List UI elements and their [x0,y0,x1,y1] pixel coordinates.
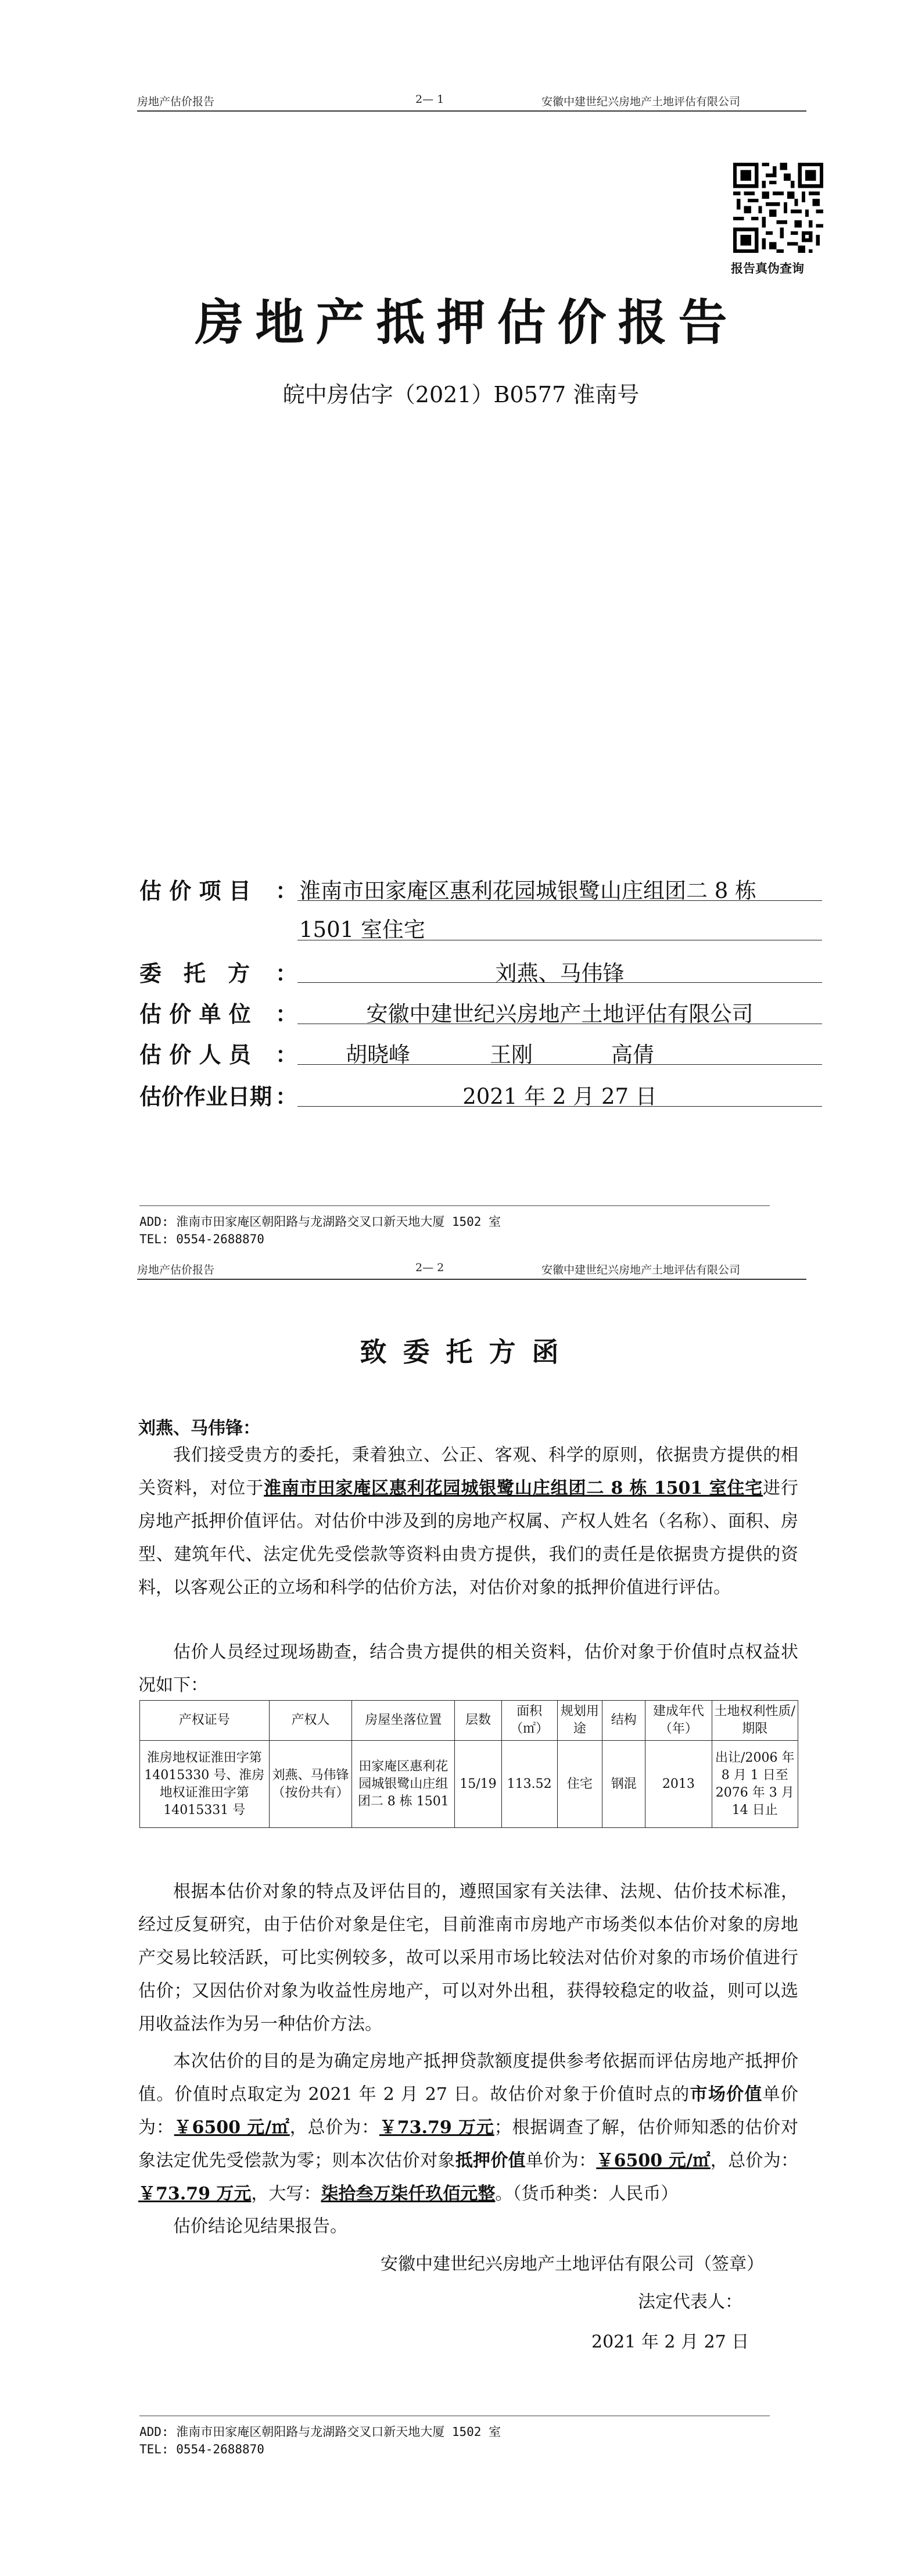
running-header-right: 安徽中建世纪兴房地产土地评估有限公司 [541,1264,741,1276]
footer-address: ADD: 淮南市田家庵区朝阳路与龙湖路交叉口新天地大厦 1502 室 [139,1215,501,1229]
table-header-cell: 产权证号 [140,1701,270,1741]
result-text: 。（货币种类：人民币） [495,2184,679,2204]
running-header-left: 房地产估价报告 [137,1264,215,1276]
date-underline [297,1106,822,1107]
project-colon: ： [275,878,298,904]
result-text: ，总价为： [710,2151,799,2171]
table-cell: 住宅 [557,1741,602,1828]
result-text: 单价为： [526,2151,597,2171]
page-number: 2— 2 [415,1261,444,1274]
footer-rule [139,1205,770,1206]
header-rule [137,1279,806,1280]
table-header-row [140,1701,798,1741]
table-cell: 2013 [645,1741,712,1828]
valuation-unit-label: 估 价 单 位 [139,1001,251,1027]
table-header-cell: 产权人 [269,1701,352,1741]
table-header-cell: 建成年代（年） [645,1701,712,1741]
table-cell: 113.52 [501,1741,557,1828]
table-header-cell: 土地权利性质/期限 [712,1701,798,1741]
report-title: 房地产抵押估价报告 [195,294,739,351]
valuers-underline [297,1064,822,1065]
para1-text-a: 我们接受贵方的委托，秉着独立、公正、客观、科学的原则，依据贵方提供的相关资料，对位于 [138,1445,798,1498]
result-text: ，总价为： [289,2117,379,2138]
client-underline [297,982,822,983]
paragraph-conclusion: 估价结论见结果报告。 [173,2216,347,2237]
footer-tel: TEL: 0554-2688870 [139,2442,264,2456]
mortgage-total-price: ￥73.79 万元 [138,2184,252,2204]
unit-colon: ： [275,1001,298,1027]
letter-title: 致 委 托 方 函 [360,1336,562,1368]
client-colon: ： [275,960,298,986]
market-unit-price: ￥6500 元/㎡ [174,2117,290,2138]
valuation-unit-value: 安徽中建世纪兴房地产土地评估有限公司 [366,1001,754,1026]
signing-date: 2021 年 2 月 27 日 [591,2332,749,2352]
valuer-name-1: 胡晓峰 [346,1042,410,1067]
result-text: 单价为： [138,2084,799,2138]
project-label: 估 价 项 目 [139,878,251,904]
paragraph-valuation-result [138,2045,798,2210]
paragraph-site-survey: 估价人员经过现场勘查，结合贵方提供的相关资料，估价对象于价值时点权益状况如下： [138,1642,798,1695]
paragraph-methodology: 根据本估价对象的特点及评估目的，遵照国家有关法律、法规、估价技术标准，经过反复研究，由于估价对象是住宅，目前淮南市房地产市场类似本估价对象的房地产交易比较活跃，可比实例较多，故可以采用市场比较法对估价对象的市场价值进行估价；又因估价对象为收益性房地产，可以对外出租，获得较稳定的收益，则可以选用收益法作为另一种估价方法。 [138,1881,798,2034]
table-header-cell: 面积（㎡） [501,1701,557,1741]
document-number: 皖中房估字（2021）B0577 淮南号 [282,382,640,407]
valuers-colon: ： [275,1042,298,1068]
valuers-label: 估 价 人 员 [139,1042,251,1068]
work-date-label: 估价作业日期 [139,1083,272,1110]
legal-representative: 法定代表人： [638,2292,742,2312]
table-header-cell: 结构 [602,1701,645,1741]
table-cell: 钢混 [602,1741,645,1828]
table-header-cell: 规划用途 [557,1701,602,1741]
header-rule [137,110,806,112]
result-text: ，大写： [251,2184,321,2204]
table-row [140,1741,798,1828]
valuer-name-3: 高倩 [611,1042,654,1067]
property-address: 淮南市田家庵区惠利花园城银鹭山庄组团二 8 栋 1501 室住宅 [263,1478,763,1498]
table-cell: 出让/2006 年 8 月 1 日至 2076 年 3 月 14 日止 [712,1741,798,1828]
footer-address: ADD: 淮南市田家庵区朝阳路与龙湖路交叉口新天地大厦 1502 室 [139,2425,501,2439]
project-value-line2: 1501 室住宅 [299,917,425,942]
para1-text-c: 进行房地产抵押价值评估。对估价中涉及到的房地产权属、产权人姓名（名称）、面积、房型、建筑年代、法定优先受偿款等资料由贵方提供，我们的责任是依据贵方提供的资料，以客观公正的立场和科学的估价方法，对估价对象的抵押价值进行评估。 [138,1478,798,1598]
footer-tel: TEL: 0554-2688870 [139,1232,264,1246]
running-header-left: 房地产估价报告 [137,95,215,108]
amount-in-words: 柒拾叁万柒仟玖佰元整 [321,2184,496,2204]
mortgage-unit-price: ￥6500 元/㎡ [596,2151,711,2171]
salutation: 刘燕、马伟锋： [138,1418,260,1439]
work-date-value: 2021 年 2 月 27 日 [462,1084,657,1109]
table-cell: 田家庵区惠利花园城银鹭山庄组团二 8 栋 1501 [352,1741,455,1828]
page-number: 2— 1 [415,93,444,106]
project-value-line1: 淮南市田家庵区惠利花园城银鹭山庄组团二 8 栋 [299,878,757,903]
valuer-name-2: 王刚 [490,1042,533,1067]
market-value-label: 市场价值 [690,2084,763,2105]
running-header-right: 安徽中建世纪兴房地产土地评估有限公司 [541,95,741,108]
paragraph-commission [138,1439,798,1604]
result-text: 本次估价的目的是为确定房地产抵押贷款额度提供参考依据而评估房地产抵押价值。价值时点取定为 2021 年 2 月 27 日。故估价对象于价值时点的 [138,2051,798,2105]
signing-company: 安徽中建世纪兴房地产土地评估有限公司（签章） [381,2254,764,2274]
project-underline-1 [297,900,822,901]
qr-caption: 报告真伪查询 [731,261,804,276]
property-table [139,1700,798,1828]
table-header-cell: 层数 [455,1701,501,1741]
table-header-cell: 房屋坐落位置 [352,1701,455,1741]
client-value: 刘燕、马伟锋 [495,961,625,986]
table-cell: 淮房地权证淮田字第 14015330 号、淮房地权证淮田字第 14015331 号 [140,1741,270,1828]
table-cell: 刘燕、马伟锋（按份共有） [269,1741,352,1828]
result-text: ；根据调查了解，估价师知悉的估价对象法定优先受偿款为零；则本次估价对象 [138,2117,799,2171]
market-total-price: ￥73.79 万元 [379,2117,494,2138]
mortgage-value-label: 抵押价值 [455,2151,526,2171]
client-label: 委 托 方 [139,960,250,986]
qr-code-icon [733,163,823,253]
table-cell: 15/19 [455,1741,501,1828]
date-colon: ： [275,1083,298,1110]
